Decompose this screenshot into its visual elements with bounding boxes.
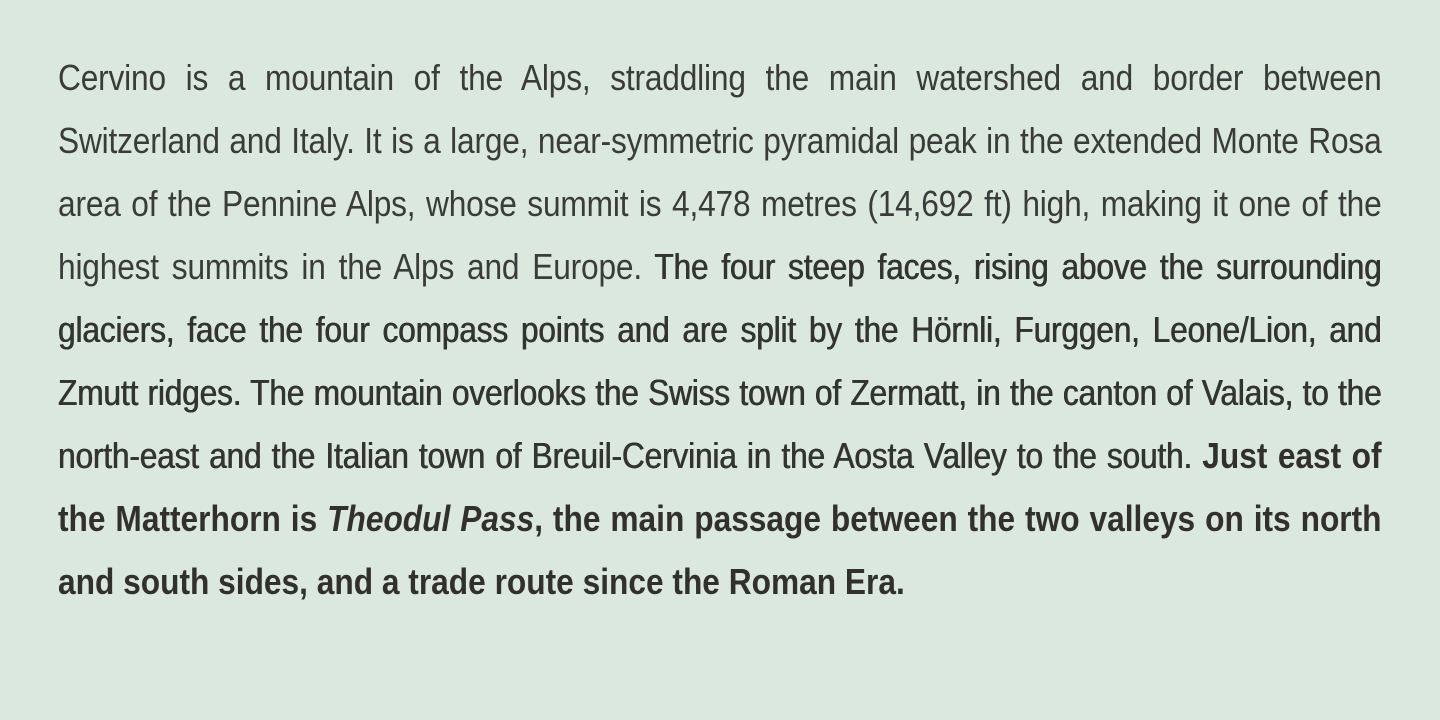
text-segment-bold: , the main passage between the two valleys on its north and south sides, and a trade route since the Roman Era. xyxy=(58,498,1391,602)
text-segment-bold: Just east of the Matterhorn is xyxy=(58,435,1391,539)
specimen-paragraph xyxy=(58,46,1391,613)
text-segment-medium: The four steep faces, rising above the surrounding glaciers, face the four compass points and are split by the Hörnli, Furggen, Leone/Lion, and Zmutt ridges. The mountain overlooks the Swiss town of Zermatt, in the canton of Valais, to the north-east and the Italian town of Breuil-Cervinia in the Aosta Valley to the south. xyxy=(58,246,1391,476)
text-segment-light: Cervino is a mountain of the Alps, straddling the main watershed and border between Switzerland and Italy. It is a large, near-symmetric pyramidal peak in the extended Monte Rosa area of the Pennine Alps, whose summit is 4,478 metres (14,692 ft) high, making it one of the highest summits in the Alps and Europe. xyxy=(58,57,1391,287)
text-segment-bold-italic: Theodul Pass xyxy=(327,498,535,539)
